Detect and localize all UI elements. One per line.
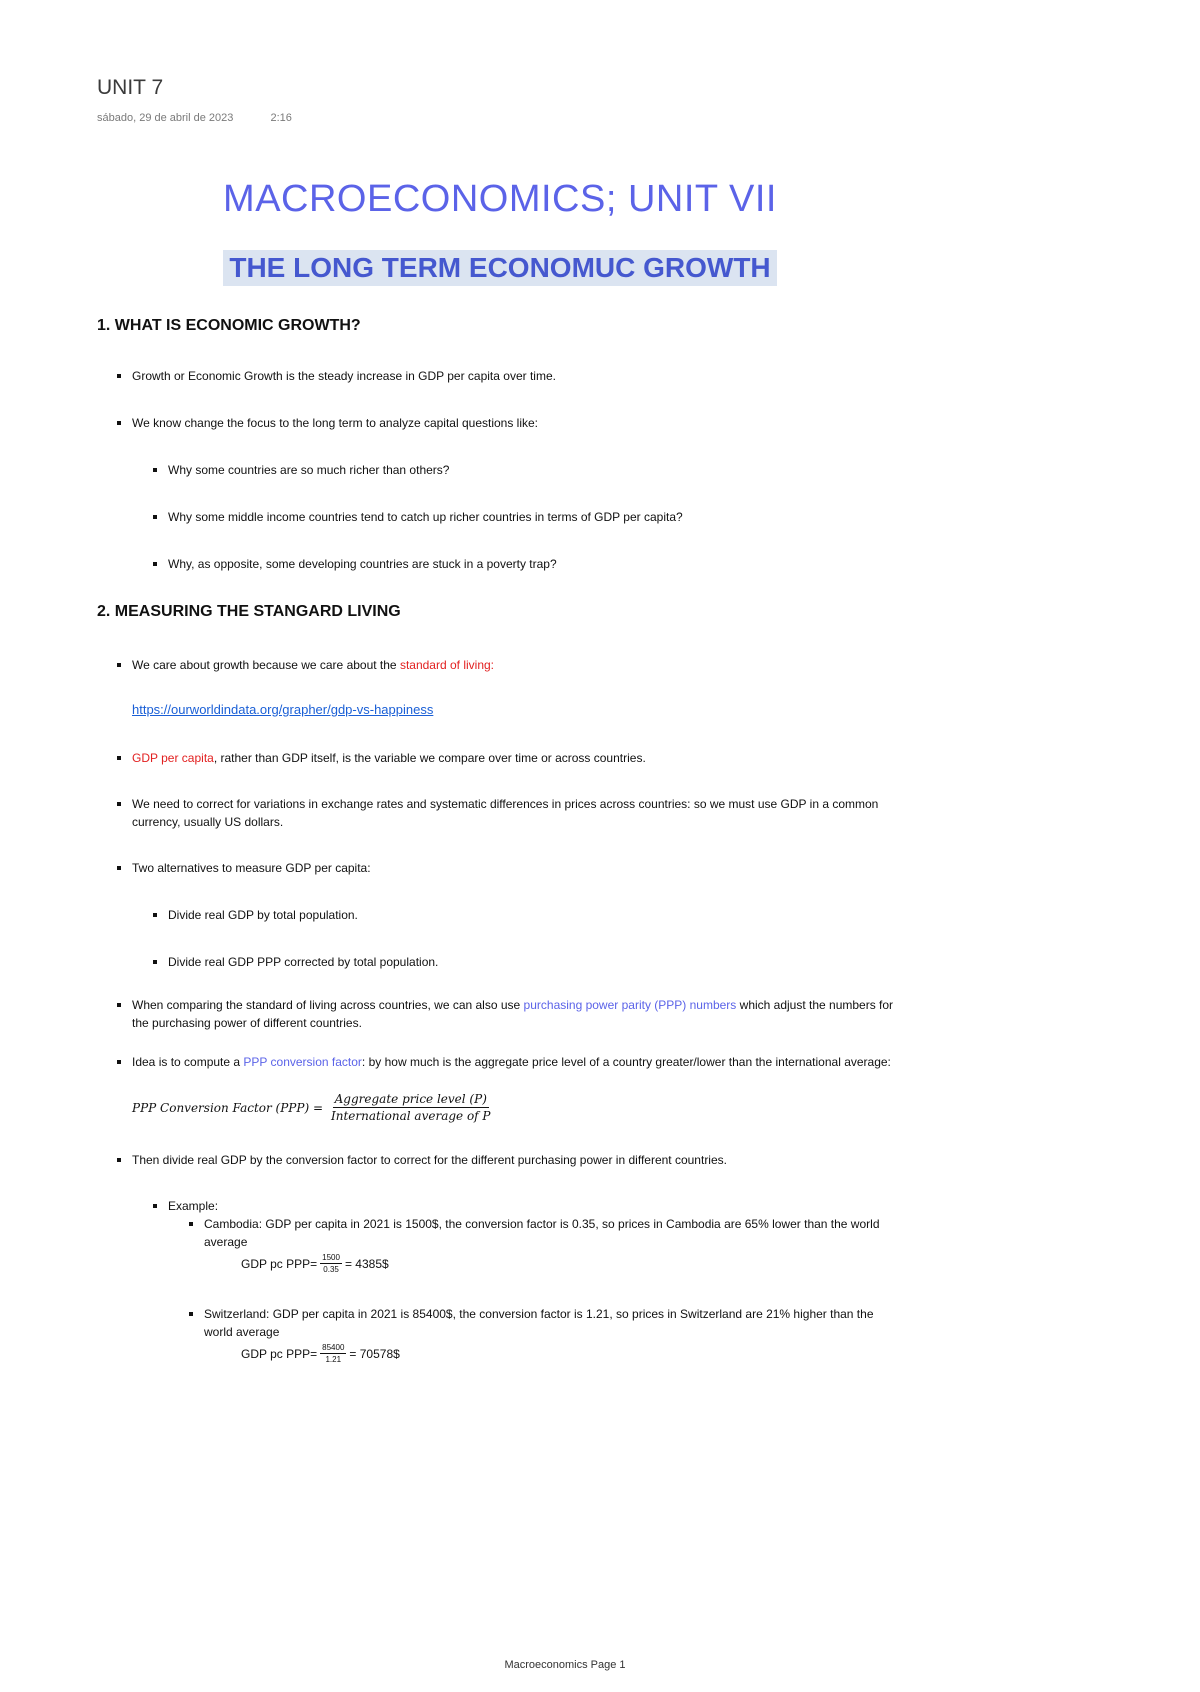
formula-lhs: PPP Conversion Factor (PPP) =	[132, 1100, 323, 1115]
calc-switzerland-label: GDP pc PPP=	[241, 1346, 318, 1361]
bullet-example-switzerland: Switzerland: GDP per capita in 2021 is 85400$, the conversion factor is 1.21, so prices in Switzerland are 21% higher than the world average	[204, 1305, 884, 1341]
calc-cambodia-denominator: 0.35	[323, 1265, 339, 1274]
bullet-divide-ppp-gdp: Divide real GDP PPP corrected by total population.	[168, 953, 908, 971]
calc-cambodia	[241, 1253, 389, 1274]
formula-numerator: Aggregate price level (P)	[334, 1092, 487, 1106]
bullet-exchange-rates: We need to correct for variations in exchange rates and systematic differences in prices across countries: so we must use GDP in a common currency, usually US dollars.	[132, 795, 912, 831]
bullet-standard-of-living	[132, 656, 912, 674]
time-text: 2:16	[270, 112, 292, 124]
document-title: MACROECONOMICS; UNIT VII	[223, 178, 777, 220]
formula-fraction	[329, 1092, 493, 1123]
page-header-title: UNIT 7	[97, 76, 164, 99]
calc-switzerland	[241, 1343, 400, 1364]
bullet-two-alternatives: Two alternatives to measure GDP per capita:	[132, 859, 912, 877]
calc-cambodia-fraction	[320, 1253, 342, 1274]
bullet-long-term-focus: We know change the focus to the long term to analyze capital questions like:	[132, 414, 912, 432]
calc-cambodia-result: = 4385$	[344, 1256, 389, 1271]
section-heading-standard-living: 2. MEASURING THE STANGARD LIVING	[97, 603, 401, 620]
bullet-ppp-numbers	[132, 996, 912, 1032]
bullet-divide-real-gdp: Divide real GDP by total population.	[168, 906, 908, 924]
calc-cambodia-numerator: 1500	[322, 1253, 340, 1262]
page-date	[97, 112, 292, 124]
calc-cambodia-label: GDP pc PPP=	[241, 1256, 318, 1271]
bullet-why-catch-up: Why some middle income countries tend to catch up richer countries in terms of GDP per capita?	[168, 508, 908, 526]
section-heading-economic-growth: 1. WHAT IS ECONOMIC GROWTH?	[97, 317, 361, 334]
bullet-poverty-trap: Why, as opposite, some developing countries are stuck in a poverty trap?	[168, 555, 908, 573]
gdp-per-capita-highlight: GDP per capita	[132, 751, 214, 765]
calc-switzerland-numerator: 85400	[322, 1343, 345, 1352]
document-subtitle-wrap	[0, 250, 1000, 286]
standard-of-living-pre: We care about growth because we care about the	[132, 658, 400, 672]
calc-switzerland-fraction	[320, 1343, 346, 1364]
date-text: sábado, 29 de abril de 2023	[97, 112, 234, 124]
ppp-factor-post: : by how much is the aggregate price level of a country greater/lower than the international average:	[361, 1055, 891, 1069]
calc-switzerland-denominator: 1.21	[325, 1355, 342, 1364]
ppp-numbers-highlight: purchasing power parity (PPP) numbers	[523, 998, 737, 1012]
gdp-vs-happiness-link[interactable]: https://ourworldindata.org/grapher/gdp-vs-happiness	[132, 702, 434, 717]
formula-denominator: International average of P	[331, 1109, 491, 1123]
bullet-divide-by-factor: Then divide real GDP by the conversion factor to correct for the different purchasing power in different countries.	[132, 1151, 912, 1169]
calc-switzerland-result: = 70578$	[349, 1346, 400, 1361]
bullet-example-cambodia: Cambodia: GDP per capita in 2021 is 1500$, the conversion factor is 0.35, so prices in Cambodia are 65% lower than the world average	[204, 1215, 884, 1251]
standard-of-living-highlight: standard of living:	[399, 658, 495, 672]
bullet-why-richer: Why some countries are so much richer than others?	[168, 461, 908, 479]
bullet-ppp-conversion-factor	[132, 1053, 912, 1071]
ppp-factor-highlight: PPP conversion factor	[243, 1055, 362, 1069]
document-subtitle: THE LONG TERM ECONOMUC GROWTH	[223, 250, 776, 286]
gdp-per-capita-post: , rather than GDP itself, is the variable we compare over time or across countries.	[213, 751, 646, 765]
bullet-example-label: Example:	[168, 1197, 908, 1215]
bullet-gdp-per-capita	[132, 749, 912, 767]
ppp-numbers-post: which adjust the numbers for the purchasing power of different countries.	[132, 998, 894, 1030]
ppp-numbers-pre: When comparing the standard of living across countries, we can also use	[132, 998, 524, 1012]
ppp-factor-pre: Idea is to compute a	[132, 1055, 244, 1069]
bullet-growth-definition: Growth or Economic Growth is the steady increase in GDP per capita over time.	[132, 367, 912, 385]
ppp-formula	[132, 1092, 493, 1123]
page-footer: Macroeconomics Page 1	[504, 1659, 626, 1671]
